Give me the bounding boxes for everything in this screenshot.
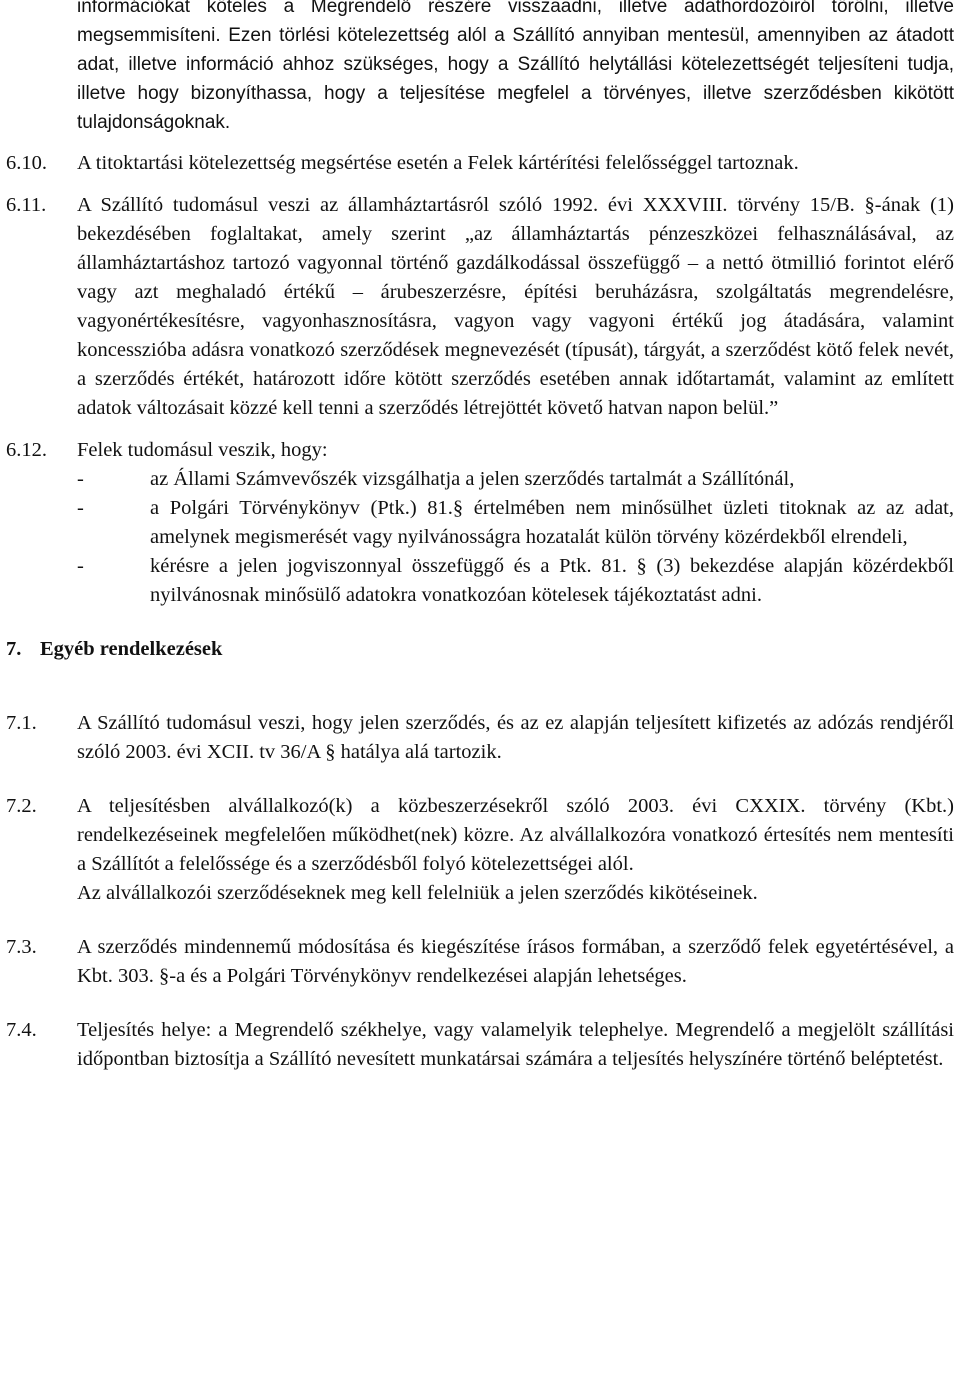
heading-title: Egyéb rendelkezések (40, 638, 223, 660)
section-6-12-list (0, 465, 960, 610)
section-7-2 (0, 792, 960, 908)
section-7-heading (0, 635, 960, 664)
section-text: Felek tudomásul veszik, hogy: (77, 439, 328, 461)
section-7-1 (0, 709, 960, 767)
heading-number: 7. (6, 638, 22, 660)
section-number: 6.11. (6, 194, 47, 216)
list-item-text: az Állami Számvevőszék vizsgálhatja a jelen szerződés tartalmát a Szállítónál, (150, 468, 795, 490)
list-dash: - (77, 497, 84, 519)
list-item-text: kérésre a jelen jogviszonnyal összefüggő és a Ptk. 81. § (3) bekezdése alapján közérdekből nyilvánosnak minősülő adatokra vonatkozóan kötelesek tájékoztatást adni. (150, 555, 954, 606)
section-6-12 (0, 436, 960, 610)
list-item (0, 494, 960, 552)
section-number: 7.3. (6, 936, 37, 958)
section-text: A szerződés mindennemű módosítása és kiegészítése írásos formában, a szerződő felek egyetértésével, a Kbt. 303. §-a és a Polgári Törvénykönyv rendelkezései alapján lehetséges. (77, 936, 954, 987)
section-text: A Szállító tudomásul veszi, hogy jelen szerződés, és az ez alapján teljesített kifizetés az adózás rendjéről szóló 2003. évi XCII. tv 36/A § hatálya alá tartozik. (77, 712, 954, 763)
section-number: 7.2. (6, 795, 37, 817)
section-6-11 (0, 191, 960, 423)
section-number: 6.12. (6, 439, 47, 461)
section-text: A teljesítésben alvállalkozó(k) a közbeszerzésekről szóló 2003. évi CXXIX. törvény (Kbt.) rendelkezéseinek megfelelően működhet(nek) közre. Az alvállalkozóra vonatkozó értesítés nem mentesíti a Szállítót a felelőssége és a szerződésből folyó kötelezettségei alól. (77, 795, 954, 875)
section-text: A Szállító tudomásul veszi az államháztartásról szóló 1992. évi XXXVIII. törvény 15/B. §-ának (1) bekezdésében foglaltakat, amely szerint „az államháztartás pénzeszközei felhasználásával, az államháztartáshoz tartozó vagyonnal történő gazdálkodással összefüggő – a nettó ötmillió forintot elérő vagy azt meghaladó értékű – árubeszerzésre, építési beruházásra, szolgáltatás megrendelésre, vagyonértékesítésre, vagyonhasznosításra, vagyon vagy vagyoni értékű jog átadására, valamint koncesszióba adásra vonatkozó szerződések megnevezését (típusát), tárgyát, a szerződést kötő felek nevét, a szerződés értékét, határozott időre kötött szerződés esetében annak időtartamát, valamint az említett adatok változásait közzé kell tenni a szerződés létrejöttét követő hatvan napon belül.” (77, 194, 954, 419)
section-7-3 (0, 933, 960, 991)
section-7-4 (0, 1016, 960, 1074)
list-item (0, 465, 960, 494)
intro-paragraph (0, 0, 960, 137)
list-item (0, 552, 960, 610)
list-dash: - (77, 555, 84, 577)
list-item-text: a Polgári Törvénykönyv (Ptk.) 81.§ értelmében nem minősülhet üzleti titoknak az az adat, amelynek megismerését vagy nyilvánosságra hozatalát külön törvény közérdekből elrendeli, (150, 497, 954, 548)
section-text-continued: Az alvállalkozói szerződéseknek meg kell felelniük a jelen szerződés kikötéseinek. (77, 882, 758, 904)
section-number: 6.10. (6, 152, 47, 174)
section-number: 7.4. (6, 1019, 37, 1041)
list-dash: - (77, 468, 84, 490)
section-number: 7.1. (6, 712, 37, 734)
section-text: Teljesítés helye: a Megrendelő székhelye, vagy valamelyik telephelye. Megrendelő a megjelölt szállítási időpontban biztosítja a Szállító nevesített munkatársai számára a teljesítés helyszínére történő beléptetést. (77, 1019, 954, 1070)
section-text: A titoktartási kötelezettség megsértése esetén a Felek kártérítési felelősséggel tartoznak. (77, 152, 799, 174)
intro-text: információkat köteles a Megrendelő részére visszaadni, illetve adathordozóiról törölni, illetve megsemmisíteni. Ezen törlési kötelezettség alól a Szállító annyiban mentesül, amennyiben az átadott adat, illetve információ ahhoz szükséges, hogy a Szállító helytállási kötelezettségét teljesíteni tudja, illetve hogy bizonyíthassa, hogy a teljesítése megfelel a törvényes, illetve szerződésben kikötött tulajdonságoknak. (77, 0, 954, 133)
section-6-10 (0, 149, 960, 178)
